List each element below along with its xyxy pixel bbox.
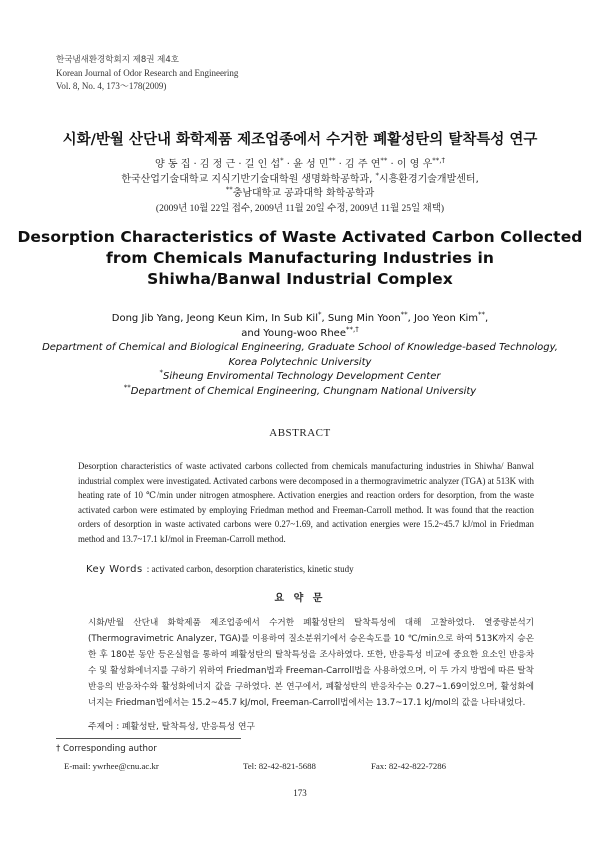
title-english-line-1: Desorption Characteristics of Waste Activated Carbon Collected [17, 228, 583, 246]
journal-volume-line: Vol. 8, No. 4, 173～178(2009) [56, 81, 167, 91]
authors-english-line-2 [0, 327, 600, 342]
title-english-line-3: Shiwha/Banwal Industrial Complex [147, 270, 453, 288]
authors-korean-block [0, 158, 600, 216]
authors-english-line-1 [0, 312, 600, 327]
affiliation-korean-1 [0, 173, 600, 188]
affiliation-en-3-text: Department of Chemical Engineering, Chungnam National University [130, 385, 477, 397]
contact-fax: Fax: 82-42-822-7286 [371, 761, 447, 771]
abstract-body: Desorption characteristics of waste activated carbons collected from chemicals manufacturing industries in Shiwha/ Banwal industrial complex were investigated. Activated carbons were decomposed in a thermogravimetric analyzer (TGA) at 513K with heating rate of 10 ℃/min under nitrogen atmosphere. Activation energies and reaction orders for desorption, from the waste activated carbon were estimated by employing Friedman method and Freeman-Carroll method. It was found that the reaction orders of desorption in waste activated carbons were 0.27~1.69, and activation energies were 15.2~45.7 kJ/mol in Friedman method and 13.7~17.1 kJ/mol in Freeman-Carroll method. [78, 461, 534, 544]
journal-ko-line: 한국냄새환경학회지 제8권 제4호 [56, 55, 179, 65]
author-mark-dstar-2: ** [380, 156, 388, 165]
title-korean: 시화/반월 산단내 화학제품 제조업종에서 수거한 폐활성탄의 탈착특성 연구 [62, 132, 538, 148]
keywords [86, 564, 354, 575]
title-english-line-2: from Chemicals Manufacturing Industries in [105, 249, 495, 267]
corresponding-author: † Corresponding author [56, 744, 157, 754]
author-mark-dagger: **,† [432, 156, 445, 165]
journal-header [56, 54, 238, 93]
author-en-mark-dstar: ** [400, 310, 408, 319]
contact-tel: Tel: 82-42-821-5688 [243, 761, 316, 771]
footnote-divider [56, 738, 241, 739]
author-en-mark-dagger: **,† [345, 325, 359, 334]
affiliation-en-2 [0, 370, 600, 385]
abstract-korean-heading: 요 약 문 [274, 593, 326, 604]
affiliation-korean-2 [0, 187, 600, 202]
author-en-2: , Sung Min Yoon [321, 313, 401, 324]
title-english [0, 227, 600, 290]
author-en-mark-dstar-2: ** [478, 310, 486, 319]
aff-mark-dstar: ** [225, 185, 233, 194]
author-en-1: Dong Jib Yang, Jeong Keun Kim, In Sub Kil [111, 313, 318, 324]
author-en-3: , Joo Yeon Kim [407, 313, 479, 324]
footnote-corresponding [56, 743, 157, 756]
aff-en-mark-star: * [159, 368, 164, 377]
author-names-ko-3: · 김 주 연 [335, 159, 381, 170]
author-mark-star: * [280, 156, 284, 165]
authors-english [0, 312, 600, 341]
journal-en-line: Korean Journal of Odor Research and Engineering [56, 68, 239, 78]
affiliation-en-2-text: Siheung Enviromental Technology Development Center [163, 371, 441, 382]
keywords-korean: 주제어 : 폐활성탄, 탈착특성, 반응특성 연구 [88, 722, 256, 732]
authors-korean [0, 158, 600, 173]
author-names-ko-4: · 이 영 우 [387, 159, 433, 170]
aff-en-mark-dstar: ** [123, 383, 131, 392]
abstract-korean-body: 시화/반월 산단내 화학제품 제조업종에서 수거한 폐활성탄의 탈착특성에 대해 고찰하였다. 열중량분석기(Thermogravimetric Analyzer, TGA)를 이용하여 질소분위기에서 승온속도를 10 ℃/min으로 하여 513K까지 승온한 후 180분 동안 등온실험을 통하여 폐활성탄의 탈착특성을 조사하였다. 또한, 반응특성 비교에 중요한 요소인 반응차수 및 활성화에너지를 구하기 위하여 Friedman법과 Freeman-Carroll법을 사용하였으며, 이 두 가지 방법에 따른 탈착 반응의 반응차수와 활성화에너지 값을 구하였다. 본 연구에서, 폐활성탄의 반응차수는 0.27~1.69이었으며, 활성화에너지는 Friedman법에서는 15.2~45.7 kJ/mol, Freeman-Carroll법에서는 13.7~17.1 kJ/mol의 값을 나타내었다. [88, 618, 534, 709]
keywords-label: Key Words [86, 564, 143, 575]
affiliation-korean-1b: 시흥환경기술개발센터, [378, 173, 479, 185]
contact-email: E-mail: ywrhee@cnu.ac.kr [64, 761, 159, 771]
aff-mark-star: * [375, 171, 379, 180]
author-en-4: , [485, 313, 489, 324]
author-names-ko-1: 양 동 집 · 김 정 근 · 길 인 섭 [155, 159, 281, 170]
submission-dates: (2009년 10월 22일 접수, 2009년 11월 20일 수정, 2009년 11월 25일 채택) [155, 203, 445, 214]
author-en-5: and Young-woo Rhee [241, 327, 346, 339]
affiliation-korean-1a: 한국산업기술대학교 지식기반기술대학원 생명화학공학과, [121, 173, 376, 185]
keywords-text: : activated carbon, desorption charateristics, kinetic study [146, 564, 354, 574]
author-mark-dstar: ** [328, 156, 336, 165]
affiliation-en-dept: Department of Chemical and Biological Engineering, Graduate School of Knowledge-based Technology, [42, 342, 558, 353]
affiliation-en-univ: Korea Polytechnic University [228, 356, 372, 368]
author-names-ko-2: · 윤 성 민 [283, 159, 329, 170]
author-en-mark-star: * [317, 310, 322, 319]
affiliation-korean-2-text: 충남대학교 공과대학 화학공학과 [232, 188, 375, 199]
affiliations-english [0, 341, 600, 399]
page-number: 173 [293, 788, 307, 798]
affiliation-en-3 [0, 385, 600, 400]
abstract-heading: ABSTRACT [269, 427, 331, 439]
